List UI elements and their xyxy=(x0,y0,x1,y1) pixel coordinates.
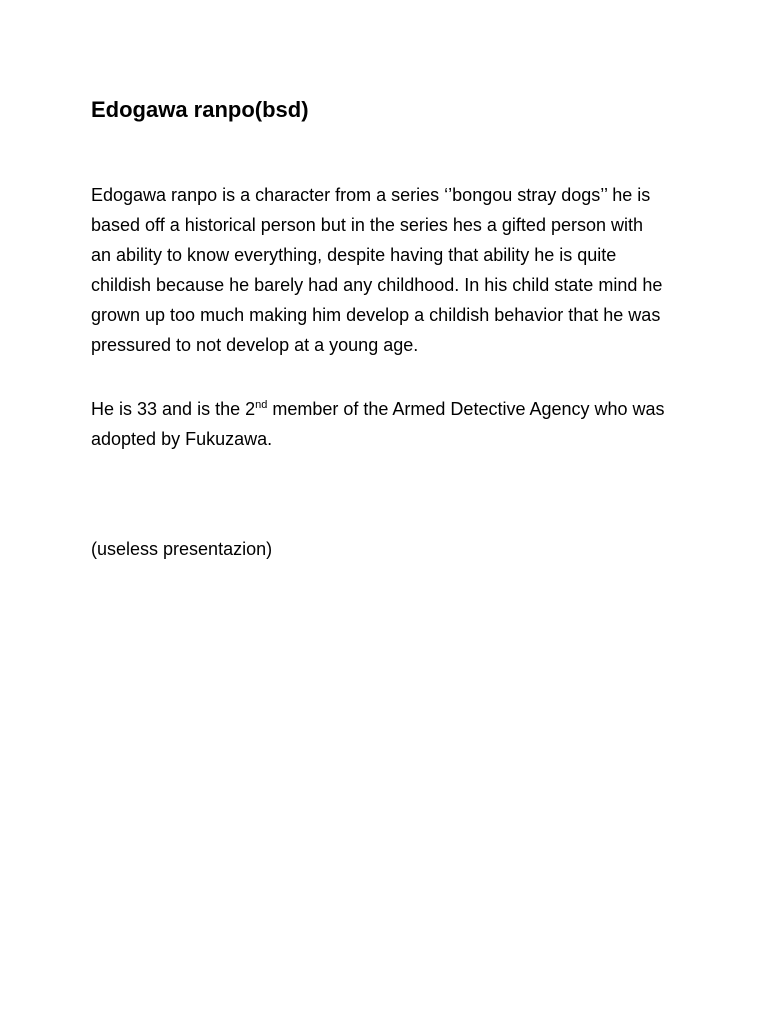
ordinal-suffix: nd xyxy=(255,399,268,411)
document-title: Edogawa ranpo(bsd) xyxy=(91,97,309,122)
agency-text: member of the Armed Detective Agency who was xyxy=(267,399,665,419)
age-text: He is 33 and is the 2 xyxy=(91,399,256,419)
paragraph-line: based off a historical person but in the series hes a gifted person with xyxy=(91,215,643,235)
paragraph-line: (useless presentazion) xyxy=(91,539,273,559)
paragraph-line xyxy=(91,394,711,424)
paragraph-line: childish because he barely had any childhood. In his child state mind he xyxy=(91,275,663,295)
paragraph-line: pressured to not develop at a young age. xyxy=(91,335,419,355)
paragraph-line: Edogawa ranpo is a character from a series ‘’bongou stray dogs’’ he is xyxy=(91,185,651,205)
paragraph-intro xyxy=(91,180,711,360)
paragraph-line: an ability to know everything, despite having that ability he is quite xyxy=(91,245,617,265)
paragraph-line: grown up too much making him develop a childish behavior that he was xyxy=(91,305,661,325)
paragraph-age xyxy=(91,394,711,454)
paragraph-note xyxy=(91,534,711,564)
paragraph-line: adopted by Fukuzawa. xyxy=(91,429,273,449)
